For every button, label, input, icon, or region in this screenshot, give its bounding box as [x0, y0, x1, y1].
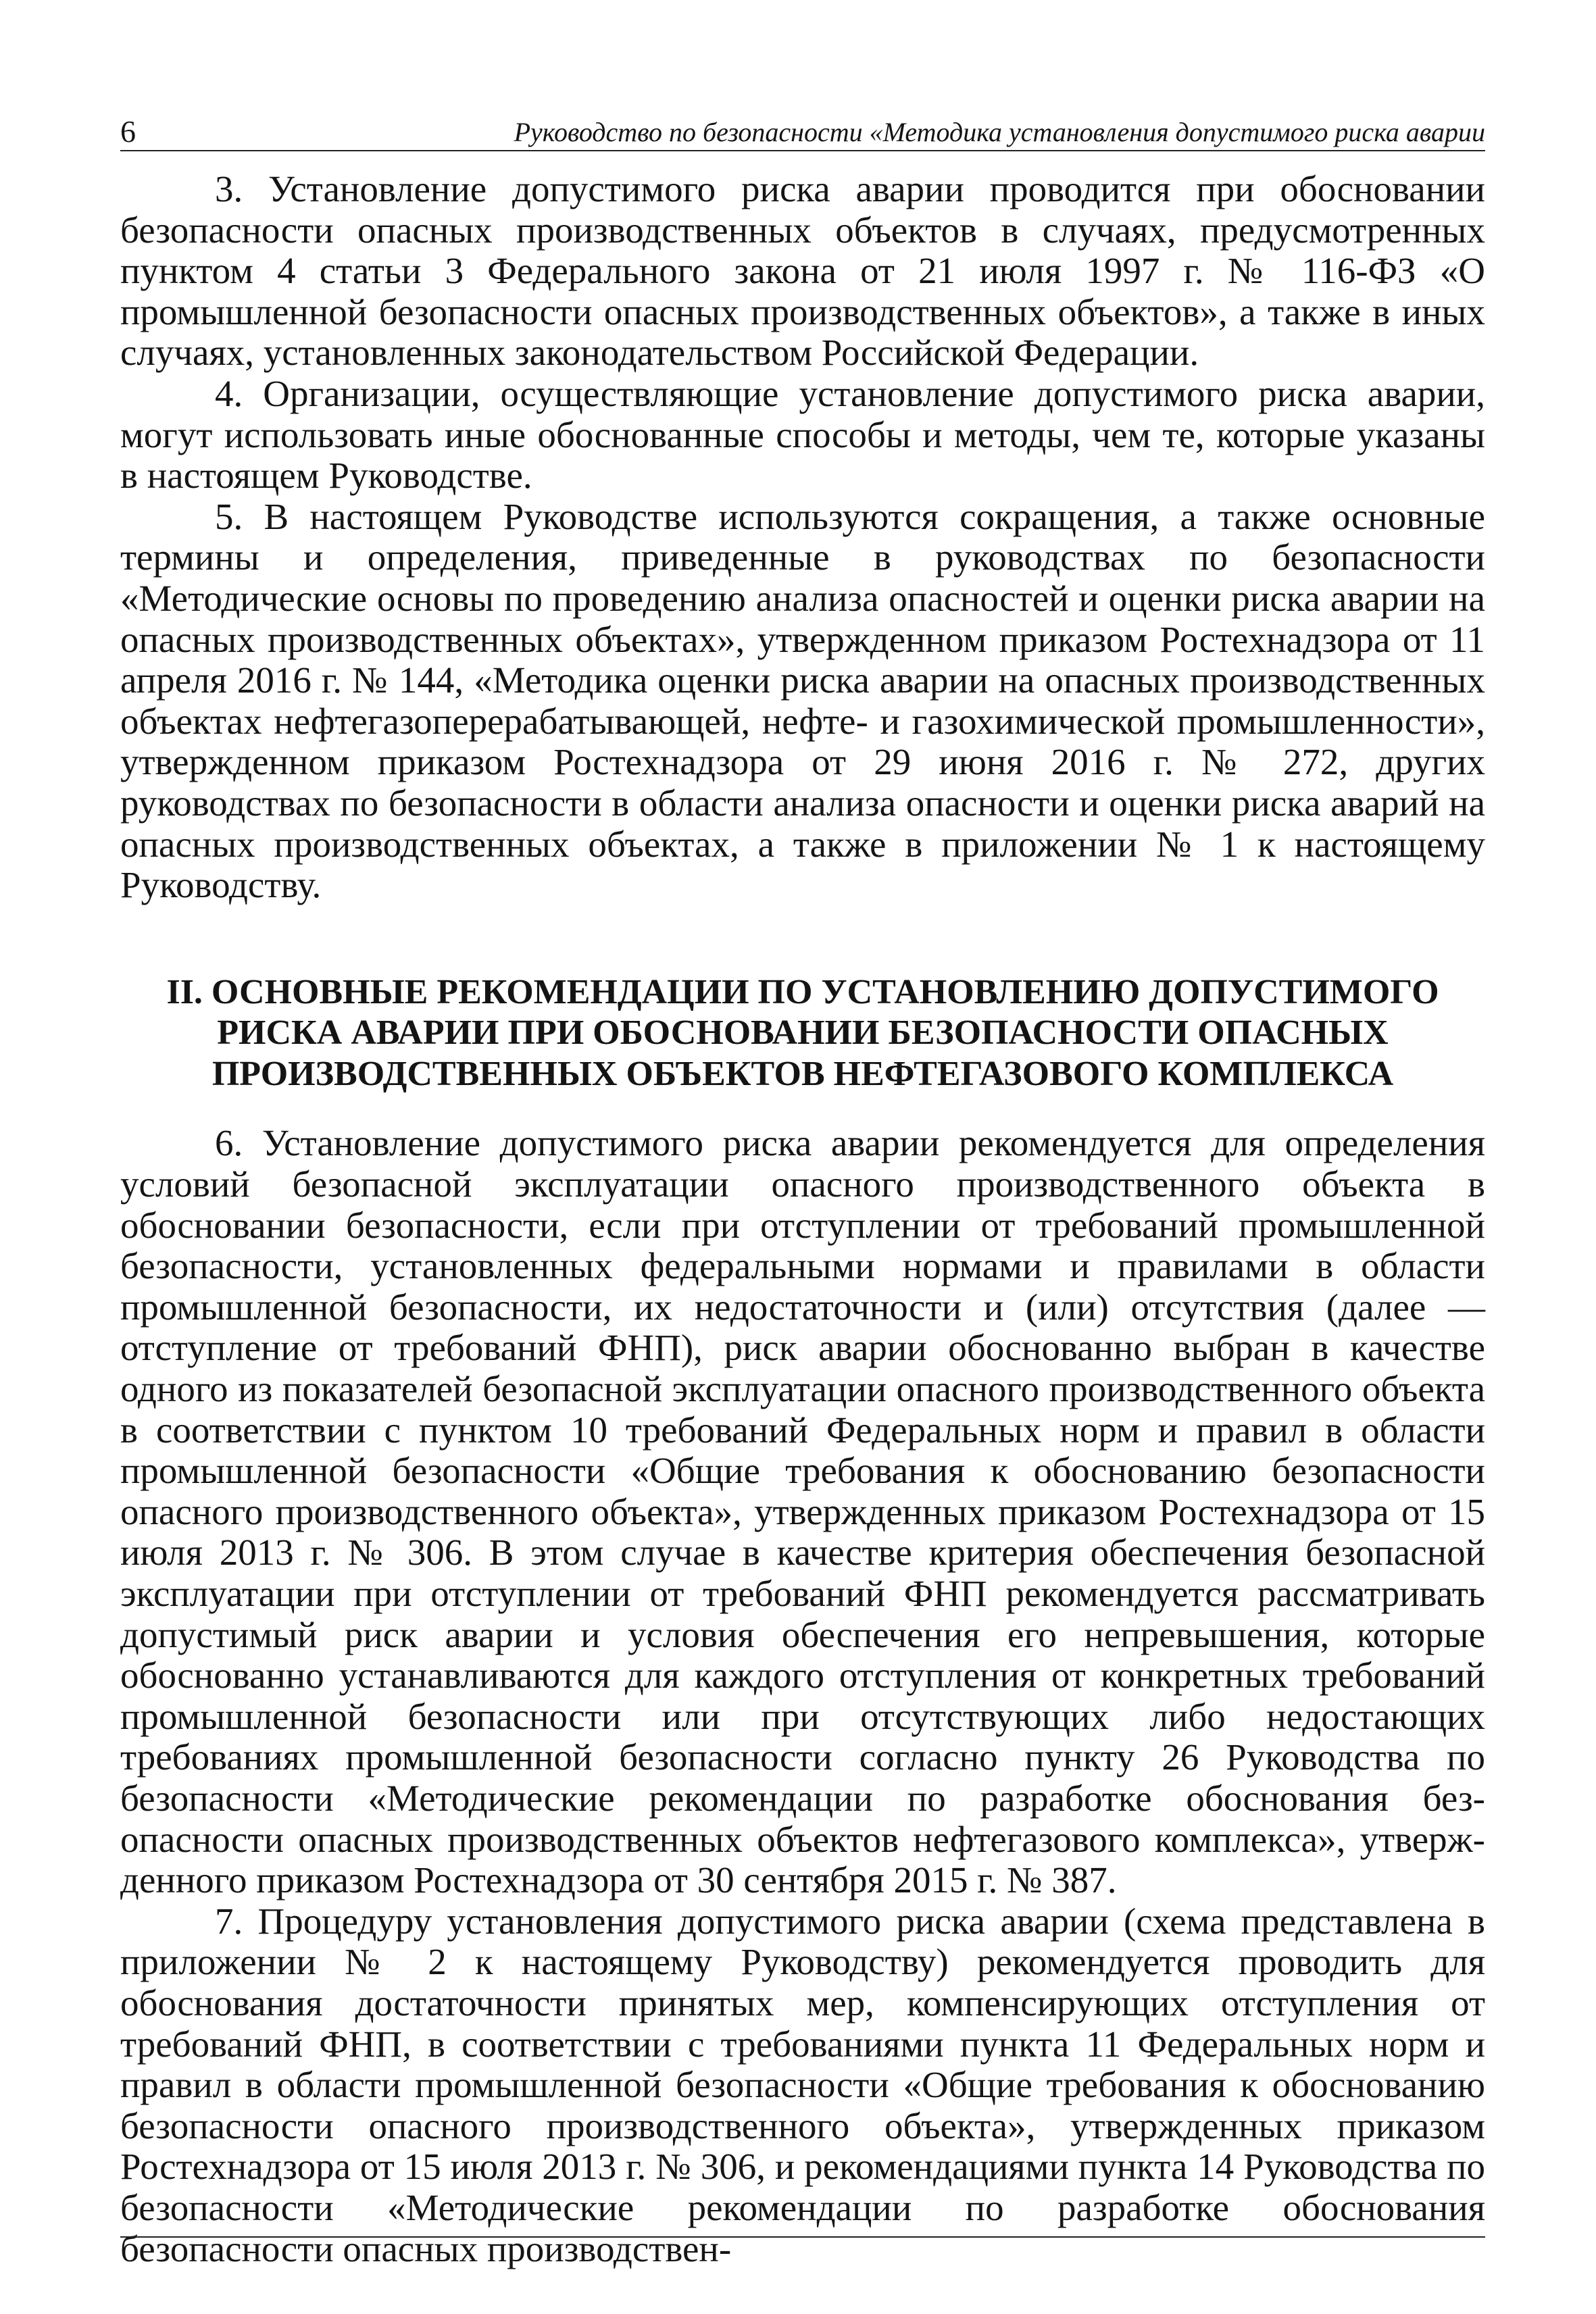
paragraph-4: 4. Организации, осуществляющие установление допустимого риска аварии, могут использовать иные обоснованные способы и методы, чем те, которые указаны в настоящем Руководстве. [120, 372, 1485, 497]
paragraph-7: 7. Процедуру установления допустимого риска аварии (схема представлена в приложении № 2 к настоящему Руководству) рекомендуется проводить для обоснования достаточности принятых мер, компенсирующих отступления от требований ФНП, в соответствии с требованиями пункта 11 Федеральных норм и правил в области промышленной безопасности «Общие требования к обоснованию безопасности опасного производственного объекта», утвержденных приказом Ростехнадзора от 15 июля 2013 г. № 306, и рекомендациями пункта 14 Руководства по безопасности «Методические рекомендации по разработке обоснования безопасности опасных производствен- [120, 1900, 1485, 2269]
page-number: 6 [120, 114, 136, 149]
section-heading-line: ПРОИЗВОДСТВЕННЫХ ОБЪЕКТОВ НЕФТЕГАЗОВОГО КОМПЛЕКСА [211, 1054, 1394, 1093]
section-heading-line: РИСКА АВАРИИ ПРИ ОБОСНОВАНИИ БЕЗОПАСНОСТИ ОПАСНЫХ [217, 1013, 1389, 1053]
paragraph-6: 6. Установление допустимого риска аварии рекомендуется для определения условий безопасной эксплуатации опасного производственного объекта в обосновании безопасности, если при отступлении от требований промышленной безопасности, установленных федеральными нормами и правилами в области промышленной безопасности, их недостаточности и (или) отсутствия (далее — отступление от требований ФНП), риск аварии обоснованно выбран в качестве одного из показателей безопасной эксплуатации опасного производственного объекта в соответствии с пунктом 10 требований Федеральных норм и правил в области промышленной безопасности «Общие требования к обоснованию безопасности опасного производственного объекта», утвержденных приказом Ростехнадзора от 15 июля 2013 г. № 306. В этом случае в качестве критерия обеспечения безопасной эксплуатации при отступлении от требований ФНП рекомендуется рассматривать допустимый риск аварии и условия обеспечения его непревышения, которые обоснованно устанавливаются для каждого отступления от конкретных требований промышленной безопасности или при отсутствующих либо недостающих требованиях промышленной безопасности согласно пункту 26 Руководства по безопасности «Методические рекомендации по разработке обоснования безопасности опасных производственных объектов нефтегазового комплекса», утвержденного приказом Ростехнадзора от 30 сентября 2015 г. № 387. [120, 1122, 1485, 1901]
running-title: Руководство по безопасности «Методика установления допустимого риска аварии [514, 117, 1485, 147]
document-page [120, 108, 1485, 2269]
footer-rule [120, 2236, 1485, 2238]
paragraph-3: 3. Установление допустимого риска аварии проводится при обосновании безопасности опасных производственных объектов в случаях, предусмотренных пунктом 4 статьи 3 Федерального закона от 21 июля 1997 г. № 116-ФЗ «О промышленной безопасности опасных производственных объектов», а также в иных случаях, установленных законодательством Российской Федерации. [120, 168, 1485, 374]
section-heading [120, 972, 1485, 1095]
running-header [120, 108, 1485, 151]
paragraph-5: 5. В настоящем Руководстве используются сокращения, а также основные термины и определения, приведенные в руководствах по безопасности «Методические основы по проведению анализа опасностей и оценки риска аварии на опасных производственных объектах», утвержденном приказом Ростехнадзора от 11 апреля 2016 г. № 144, «Методика оценки риска аварии на опасных производственных объектах нефтегазоперерабатывающей, нефте- и газохимической промышленности», утвержденном приказом Ростехнадзора от 29 июня 2016 г. № 272, других руководствах по безопасности в области анализа опасности и оценки риска аварий на опасных производственных объектах, а также в приложении № 1 к настоящему Руководству. [120, 495, 1485, 906]
section-heading-line: II. ОСНОВНЫЕ РЕКОМЕНДАЦИИ ПО УСТАНОВЛЕНИЮ ДОПУСТИМОГО [166, 972, 1439, 1011]
